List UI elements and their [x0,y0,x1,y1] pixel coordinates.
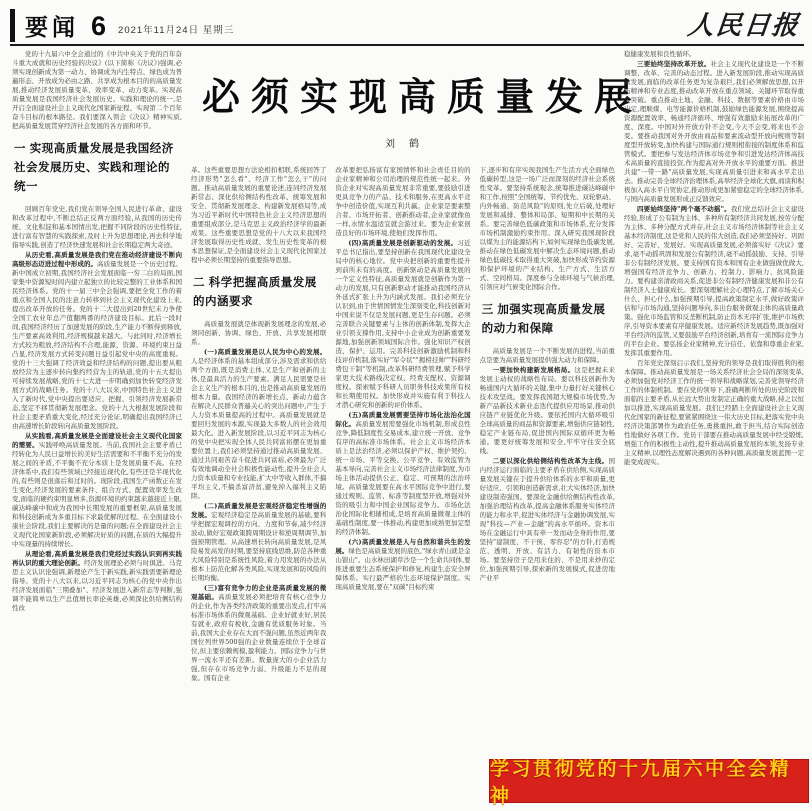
page-header [10,6,804,46]
body-paragraph: (三)富有竞争力的企业是高质量发展的微观基础。高质量发展必须把培育有核心竞争力的企业,作为各类经济政策的重要出发点,打牢高标准市场体系的微观基础。企业好就业好,居民有就业,政府有税收,金融有优质服务对象。当前,我国大企业存在大而不强问题,虽然近两年我国位列世界500强的企业数量连续位于全球首位,但主要依赖规模,盈利能力、国际竞争力与世界一流水平还有差距。数量庞大的小企业活力强,但存在市场竞争力弱、升级能力不足的现象。国有企业 [191,583,327,682]
paragraph-lead: (六)高质量发展是人与自然和谐共生的发展。 [335,538,471,555]
paragraph-lead: 从实践看,高质量发展是全面建设社会主义现代化国家的需要。 [12,431,182,449]
column-4 [480,166,615,807]
masthead-logo: 人民日报 [686,11,802,41]
column-3 [335,166,470,807]
page-number: 6 [91,11,107,41]
body-paragraph: 党的十九届六中全会通过的《中共中央关于党的百年奋斗重大成就和历史经验的决议》(以下简称《决议》)强调,必须实现创新成为第一动力、协调成为内生特点、绿色成为普遍形态、开放成为必由之路、共享成为根本目的的高质量发展,推动经济发展质量变革、效率变革、动力变革。实现高质量发展是我国经济社会发展历史、实践和理论的统一,是开启全面建设社会主义现代化国家新征程、实现第二个百年奋斗目标的根本路径。我们要深入领会《决议》精神实质,把高质量发展贯穿经济社会发展的各方面和环节。 [12,50,182,130]
body-paragraph: 一要加快构建新发展格局。这是把握未来发展主动权的战略性布局。要以科技创新作为畅通国内大循环的关键,集中力量打好关键核心技术攻坚战。要发挥我国超大规模市场优势,为新产品新技术新业态迭代提供应用场景,推动供应链产业链优化升级。要依托国内大循环吸引全球高质量的商品和资源要素,增强供应链韧性,稳定产业链布局,促进国内国际双循环更为畅通。要更好统筹发展和安全,牢牢守住安全底线。 [479,365,615,455]
body-paragraph: (五)高质量发展需要坚持市场化法治化国际化。高质量发展需要强化市场机制,形成良性竞争,降低制度性交易成本,建立统一开放、竞争有序的高标准市场体系。社会主义市场经济本质上是法治经济,必须以保护产权、维护契约、统一市场、平等交换、公平竞争、有效监管为基本导向,完善社会主义市场经济法律制度,为市场主体活动提供公正、稳定、可预期的法治环境。高质量发展要在高水平国际竞争中进行,要通过规则、监管、标准等制度型开放,增强对外资的吸引力和中国企业国际竞争力。市场化法治化国际化相辅相成,是培育高质量微观主体的基础性制度,要一体推动,构建更加成熟更加定型的经济体制。 [335,411,471,536]
body-paragraph: 高质量发展是一个不断发展的进程,当前重点是要为高质量发展提供强大动力和保障。 [479,346,615,364]
paragraph-lead: (二)高质量发展是宏观经济稳定性增强的发展。 [191,501,327,519]
paragraph-lead: 三要始终坚持改革开放。 [637,60,711,68]
column-5 [624,50,804,807]
paragraph-lead: 四要始终坚持"两个毫不动摇"。 [637,205,731,213]
body-paragraph: 三要始终坚持改革开放。社会主义现代化建设是一个不断调整、改革、完善的动态过程。进入新发展阶段,推动实现高质量发展,面临的改革任务更为复杂艰巨,我们必须解放思想,以开拓精神和专业态度,推动改革开放在重点领域、关键环节取得重大突破。重点推动土地、金融、科技、数据等要素价格由市场决定,理顺煤、电等能源价格机制,鼓励绿色能源发展,围绕提高资源配置效率、畅通经济循环、增强有效激励来拓展改革的广度、深度。中国对外开放方针不会变,今天不会变,将来也不会变。要推动我国对外开放由商品和要素流动型开放向规则等制度型开放转变,加快构建与国际通行规则相衔接的制度体系和监管模式。要把参与发达经济体市场竞争和引进发达经济体高技术高质量的直接投资,作为提高对外开放水平的重要方面。推进共建"一带一路"高质量发展,实现高质量引进来和高水平走出去。推动完善全球经济治理体系,高举经济全球化大旗,商谈和积极加入高水平自贸协定,推动形成更加紧密稳定的全球经济体系,与国内高质量发展形成正反馈效应。 [624,60,804,203]
section-heading: 一 实现高质量发展是我国经济社会发展历史、实践和理论的统一 [14,143,174,193]
paragraph-lead: 从理论看,高质量发展是我们党经过实践认识到再实践再认识的重大理论创新。 [12,549,182,567]
paragraph-lead: (五)高质量发展需要坚持市场化法治化国际化。 [335,411,471,428]
body-paragraph: 四要始终坚持"两个毫不动摇"。我们党总结社会主义建设经验,形成了公有制为主体、多种所有制经济共同发展,按劳分配为主体、多种分配方式并存,社会主义市场经济体制等社会主义基本经济制度,这是党和人民的伟大创造,我们必须坚持好、巩固好、完善好、发展好。实现高质量发展,必须落实好《决议》要求,毫不动摇巩固和发展公有制经济,毫不动摇鼓励、支持、引导非公有制经济发展。要支持国有资本和国有企业做强做优做大,增强国有经济竞争力、创新力、控制力、影响力、抗风险能力。要构建亲清政商关系,促进非公有制经济健康发展和非公有制经济人士健康成长。要深刻理解社会心理特点,了解市场关心什么、担心什么,加强预期引导,提高政策制定水平,做好政策评估和与市场沟通,坚持问题导向,多出台服务微观主体的高质量政策。强化市场监管和反垄断机制,防止资本无序扩张,维护市场秩序,引导资本要素有序健康发展。适应新经济发展趋势,既加强对平台经济的监管,又要鼓励平台经济创新,培育有一流国际竞争力的平台企业。要弘扬企业家精神,充分信任、依靠和尊重企业家,发挥其重要作用。 [624,205,804,357]
body-paragraph: 高质量发展就是体现新发展理念的发展,必须同创新、协调、绿色、开放、共享发展相联系。 [191,319,327,346]
campaign-banner-text: 学习贯彻党的十九届六中全会精神 [489,759,809,803]
body-paragraph: 回顾百年党史,我们党在领导全国人民进行革命、建设和改革过程中,不断总结正反两方面经验,从我国的历史传统、文化积淀和基本国情出发,把握不同阶段的历史性特征,进行富有智慧的实践探索,及时上升为思想理论,再去科学地指导实践,创造了经济快速发展和社会长期稳定两大奇迹。 [12,204,182,249]
article-author: 刘 鹤 [385,139,421,150]
body-paragraph: (六)高质量发展是人与自然和谐共生的发展。绿色是高质量发展的底色,"绿水青山就是金山银山"。山水林田湖草沙是一个生命共同体,要推进重要生态系统保护和修复,构建生态安全屏障体系。实行最严格的生态环境保护制度。实现高质量发展,要在"双碳"目标约束 [335,538,471,591]
body-paragraph: 百年党史深刻启示我们,坚持党的领导是我们取得胜利的根本保障。推动高质量发展是一场关系经济社会全局的深刻变革,必须加强党对经济工作的统一领导和战略谋划,完善党领导经济工作的体制机制。要在党的领导下,准确判断所处的历史阶段和面临的主要矛盾,从长远大势出发制定正确的重大战略,持之以恒加以推进,实现高质量发展。我们已经踏上全面建设社会主义现代化国家的新征程,要紧紧围绕这一伟大历史目标,把落实党中央经济决策部署作为政治任务,勇挑重担,敢于担当,结合实际创造性地做好各项工作。党员干部要在推动高质量发展中经受锻炼,增强工作的积极性主动性,提升推动高质量发展的本领,发扬专业主义精神,以理性态度解决遇到的各种问题,高质量发展蓝图一定能变成现实。 [624,359,804,466]
article-title: 必须实现高质量发展 [202,77,644,119]
edition-date: 2021年11月24日 星期三 [118,25,235,36]
paragraph-lead: 一要加快构建新发展格局。 [492,365,575,374]
body-paragraph: 从实践看,高质量发展是全面建设社会主义现代化国家的需要。实践呼唤高质量发展。当前,我国社会主要矛盾已经转化为人民日益增长的美好生活需要和不平衡不充分的发展之间的矛盾,不平衡不充分本质上是发展质量不高。在经济体系中,我们有些领域已经接近现代化,有些还是半现代化的,有些则是很落后和过时的。现阶段,我国生产函数正在发生变化,经济发展的要素条件、组合方式、配置效率发生改变,面临的硬约束明显增多,资源环境的约束越来越接近上限,碳达峰碳中和成为我国中长期发展的重要框架,高质量发展和科技创新成为多重目标下求最优解的过程。在全面建设小康社会阶段,我们主要解决的是量的问题;在全面建设社会主义现代化国家新阶段,必须解决好质的问题,在质的大幅提升中实现量的持续增长。 [12,431,182,548]
page-content [12,50,804,807]
body-paragraph: 从理论看,高质量发展是我们党经过实践认识到再实践再认识的重大理论创新。经济发展理论必须与时俱进。马克思主义认识论强调,新理论产生于新实践,新实践需要新理论指导。党的十八大以来,以习近平同志为核心的党中央作出经济发展面临"三期叠加"、经济发展进入新常态等判断,强调不能简单以生产总值增长率论英雄,必须深化供给侧结构性改 [12,549,182,612]
body-paragraph: 改革要把弘扬富有家国情怀和社会责任目的的企业家精神和公司治理的规范性统一起来。外资企业对实现高质量发展非常重要,要鼓励引进更具竞争力的产品、技术和服务,在更高水平竞争中创造价值,实现互利共赢。企业家是要素整合者、市场开拓者、创新推动者,企业家就像鱼一样,水情水温适宜就会游过来。要为企业家创造良好的市场环境,使他们发挥作用。 [335,166,471,237]
paragraph-lead: (四)高质量发展是创新驱动的发展。 [348,239,458,247]
body-paragraph: 二要以深化供给侧结构性改革为主线。国内经济运行面临的主要矛盾在供给侧,实现高质量发展关键在于提升供给体系的水平和质量,更好适应、引领和创造新需求,壮大实体经济,加快建设制造强国。要深化金融供给侧结构性改革,加强治理结构改革,提高金融体系服务实体经济的能力和水平,促进实体经济与金融协调发展,实现"科技—产业—金融"的高水平循环。资本市场在金融运行中具有牵一发而动全身的作用,要坚持"建制度、不干预、零容忍"的方针,打造规范、透明、开放、有活力、有韧性的资本市场。要坚持房子是用来住的、不是用来炒的定位,加强预期引导,探索新的发展模式,促进房地产业平 [479,456,615,582]
section-label: 要闻 [25,14,79,40]
campaign-banner [486,750,812,811]
paragraph-lead: 二要以深化供给侧结构性改革为主线。 [492,456,609,465]
section-heading: 三 加强实现高质量发展的动力和保障 [481,304,606,335]
column-2 [191,166,326,807]
section-heading: 二 科学把握高质量发展的内涵要求 [193,277,317,308]
body-paragraph: (二)高质量发展是宏观经济稳定性增强的发展。宏观经济稳定是高质量发展的基础,要科学把握宏观调控的方向、力度和节奏,减少经济波动,做好宏观政策跨周期设计和逆周期调节,加强预期管理。从高速增长转向高质量发展,是风险易发高发的时期,要坚持底线思维,防范各种重大风险特别是系统性风险,着力用发展的办法从根本上防范化解各类风险,实现发展和防风险的长期均衡。 [191,501,327,582]
column-1 [12,50,182,807]
body-paragraph: (一)高质量发展是以人民为中心的发展。人是经济体系的基本组成部分,涉及需求和供给两个方面,既是消费主体,又是生产和创新的主体,是最具活力的生产要素。满足人民需要是社会主义生产的根本目的,也是推动高质量发展的根本力量。我国经济的新增长点、新动力蕴含在解决人民群众普遍关心的突出问题中,产生于人力资本质量提高的过程中。高质量发展就是要回归发展的本源,实现最大多数人的社会效用最大化。进入新发展阶段,以习近平同志为核心的党中央把实现全体人民共同富裕摆在更加重要位置上,我们必须坚持通过推动高质量发展、通过共同艰苦奋斗促进共同富裕,必须最为广泛有效地调动全社会积极性能动性,提升全社会人力资本质量和专业技能,扩大中等收入群体,不搞平均主义,不搞杀富济贫,避免掉入福利主义陷阱。 [191,347,327,500]
body-paragraph: 革。这些重要思想方法论相扣相联,系统回答了经济形势"怎么看"、经济工作"怎么干"的问题。推动高质量发展的重要论述,连同经济发展新常态、深化供给侧结构性改革、统筹发展和安全、贯彻新发展理念、构建新发展格局等,成为习近平新时代中国特色社会主义经济思想的重要组成部分,是马克思主义政治经济学的最新成果。这些重要思想是党的十八大以来我国经济发展取得历史性成就、发生历史性变革的根本思想保证,是全面建设社会主义现代化国家过程中必须长期坚持的重要指导思想。 [191,166,327,264]
middle-columns [191,166,615,807]
paragraph-lead: (三)富有竞争力的企业是高质量发展的微观基础。 [191,583,327,601]
paragraph-lead: 从历史看,高质量发展是我们党在推动经济建设不断向高级形态迈进过程中形成的。 [12,250,182,268]
body-paragraph: 稳健康发展和良性循环。 [624,50,696,58]
section-label-block [10,9,234,42]
body-paragraph: 下,逐步和有序实现我国生产生活方式全面绿色低碳转型,这是一场广泛而深刻的经济社会系统性变革。要坚持系统观念,统筹推进碳达峰碳中和工作,按照"全国统筹、节约优先、双轮驱动、内外畅通、防范风险"的原则,先立后破,处理好发展和减排、整体和局部、短期和中长期的关系。要完善绿色低碳政策和市场体系,充分发挥市场机制激励约束作用。深入研究我国现阶段以煤为主的能源结构下,如何实现绿色低碳发展,推动在绿色低碳发展中解决生态环境问题,推动绿色低碳技术取得重大突破,加快形成节约资源和保护环境的产业结构、生产方式、生活方式、空间格局。深度参与全球环境与气候治理,引领应对气候变化国际合作。 [479,166,615,291]
body-paragraph: (四)高质量发展是创新驱动的发展。习近平总书记指出,要坚持创新在我国现代化建设全局中的核心地位。党中央把创新的重要性提升到前所未有的高度。创新驱动是高质量发展的一个定义性特征,高质量发展就是创新作为第一动力的发展,只有创新驱动才能推动我国经济从外延式扩张上升为内涵式发展。我们必须充分认识到,由于世情国情发生深刻变化,科技创新对中国来说不仅是发展问题,更是生存问题。必须完善联合关键要素与主体的创新体制,发挥大企业引领支撑作用,支持中小企业成为创新重要发源地,加强创新领域国际合作。强化知识产权创造、保护、运用。完善科技创新激励机制和科技评价机制,落实好"军令状""揭榜挂帅""科研经费包干制"等机制,改革科研经费管理,赋予科学家更大技术路线决定权、经费支配权、资源调度权。探索赋予科研人员职务科技成果所有权和长期使用权。加快形成并实施有利于科技人才潜心研究和创新的评价体系。 [335,239,471,409]
body-paragraph: 从历史看,高质量发展是我们党在推动经济建设不断向高级形态迈进过程中形成的。高质量发展是一个历史过程。新中国成立初期,我国经济社会发展面临一穷二白的局面,国家集中资源短时间内建立起独立的比较完整的工业体系和国民经济体系。党的十一届三中全会强调,要把全党工作的着重点和全国人民的注意力转移到社会主义现代化建设上来,提出改革开放的任务。党的十二大提出到20世纪末力争使全国工农业年总产值翻两番的经济建设目标。此后一段时间,我国经济经历了加速发展的阶段,生产能力不断得到释放,生产要素高效利用,经济规模越来越大。与此同时,经济增长方式较为粗放,经济结构不合理,能源、资源、环境约束日益凸显,经济发展方式转变问题日益引起党中央的高度重视。党的十三大强调了经济效益和经济结构的问题,提出要从粗放经营为主逐步转向集约经营为主的轨道,党的十五大提出可持续发展战略,党的十七大进一步明确到加快转变经济发展方式的战略任务。党的十八大以来,中国特色社会主义进入了新时代,党中央提出要适应、把握、引领经济发展新常态,坚定不移贯彻新发展理念。党的十九大根据发展阶段和社会主要矛盾重大变化,经过充分论证,明确提出我国经济已由高速增长阶段转向高质量发展阶段。 [12,250,182,430]
paragraph-lead: (一)高质量发展是以人民为中心的发展。 [204,347,327,356]
